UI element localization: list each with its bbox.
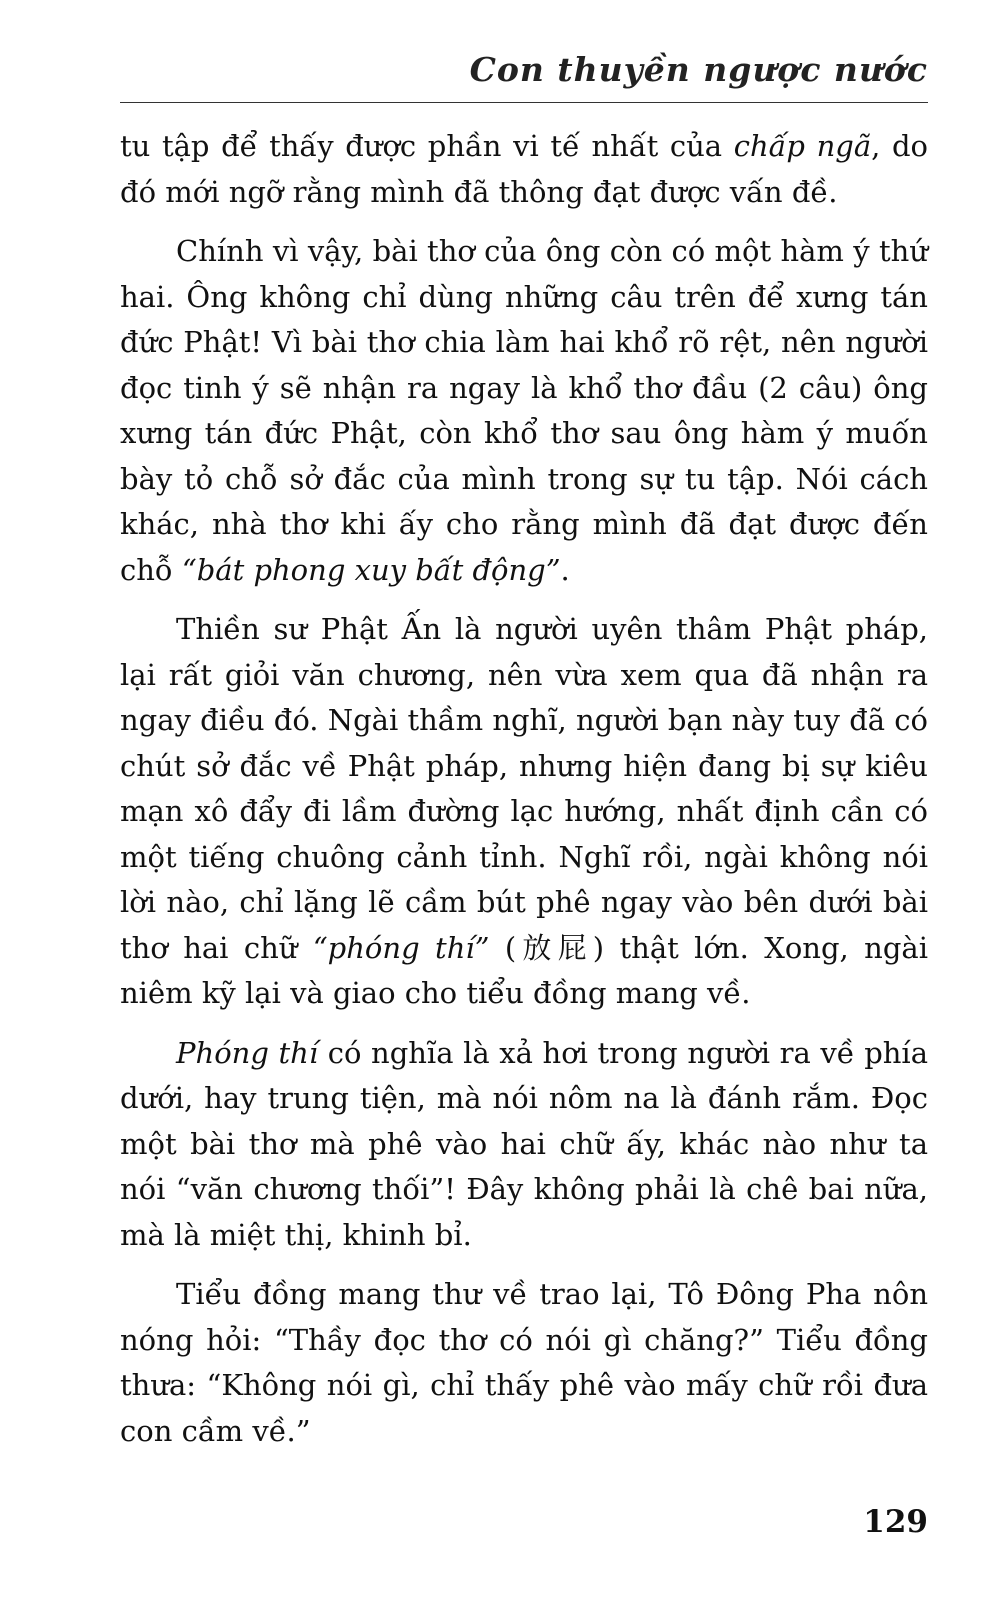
paragraph (120, 124, 928, 215)
text-segment: , do đó mới ngỡ rằng mình đã thông đạt được vấn đề. (120, 129, 928, 209)
italic-quote: “bát phong xuy bất động” (181, 552, 561, 587)
text-segment: Chính vì vậy, bài thơ của ông còn có một hàm ý thứ hai. Ông không chỉ dùng những câu trên để xưng tán đức Phật! Vì bài thơ chia làm hai khổ rõ rệt, nên người đọc tinh ý sẽ nhận ra ngay là khổ thơ đầu (2 câu) ông xưng tán đức Phật, còn khổ thơ sau ông hàm ý muốn bày tỏ chỗ sở đắc của mình trong sự tu tập. Nói cách khác, nhà thơ khi ấy cho rằng mình đã đạt được đến chỗ (120, 234, 928, 587)
body-text (120, 124, 928, 1468)
text-segment: Tiểu đồng mang thư về trao lại, Tô Đông Pha nôn nóng hỏi: “Thầy đọc thơ có nói gì chăng?” Tiểu đồng thưa: “Không nói gì, chỉ thấy phê vào mấy chữ rồi đưa con cầm về.” (120, 1277, 928, 1448)
paragraph (120, 1031, 928, 1259)
running-header: Con thuyền ngược nước (469, 50, 928, 89)
italic-quote: “phóng thí” (312, 930, 490, 965)
italic-term: chấp ngã (733, 129, 872, 163)
text-segment: (放屁) thật lớn. Xong, ngài niêm kỹ lại và giao cho tiểu đồng mang về. (120, 930, 928, 1010)
italic-term: Phóng thí (176, 1035, 319, 1070)
header-divider (120, 102, 928, 103)
paragraph (120, 607, 928, 1017)
page-number: 129 (863, 1504, 928, 1540)
text-segment: có nghĩa là xả hơi trong người ra về phía dưới, hay trung tiện, mà nói nôm na là đánh rắm. Đọc một bài thơ mà phê vào hai chữ ấy, khác nào như ta nói “văn chương thối”! Đây không phải là chê bai nữa, mà là miệt thị, khinh bỉ. (120, 1035, 928, 1252)
text-segment: tu tập để thấy được phần vi tế nhất của (120, 129, 734, 163)
paragraph (120, 1272, 928, 1454)
paragraph (120, 229, 928, 593)
text-segment: Thiền sư Phật Ấn là người uyên thâm Phật pháp, lại rất giỏi văn chương, nên vừa xem qua đã nhận ra ngay điều đó. Ngài thầm nghĩ, người bạn này tuy đã có chút sở đắc về Phật pháp, nhưng hiện đang bị sự kiêu mạn xô đẩy đi lầm đường lạc hướng, nhất định cần có một tiếng chuông cảnh tỉnh. Nghĩ rồi, ngài không nói lời nào, chỉ lặng lẽ cầm bút phê ngay vào bên dưới bài thơ hai chữ (120, 612, 928, 965)
text-segment: . (560, 552, 570, 587)
